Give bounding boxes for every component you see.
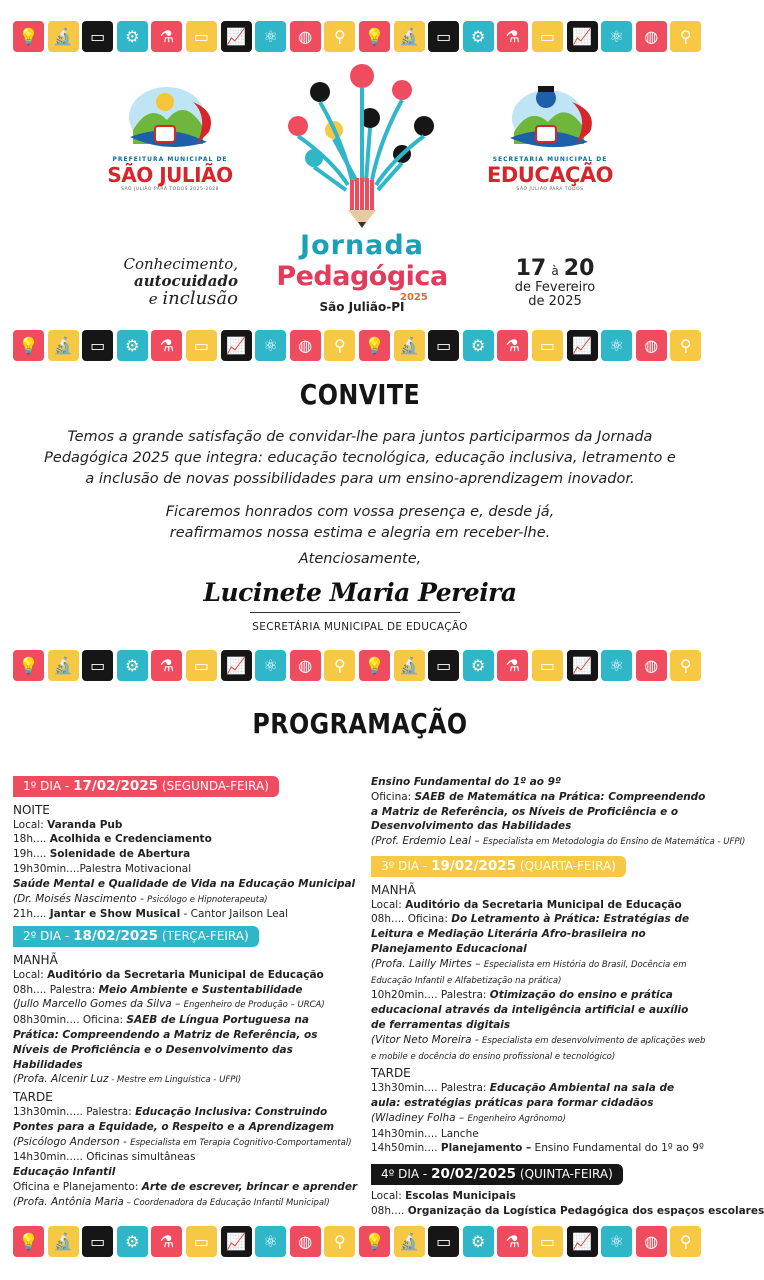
bar-chart-icon: 📈 [221,650,252,681]
prefeitura-label: PREFEITURA MUNICIPAL DE [112,156,228,163]
bar-chart-icon: 📈 [221,330,252,361]
signature: Lucinete Maria Pereira [203,578,517,607]
flask-icon: ⚗ [151,21,182,52]
atom-icon: ⚛ [601,21,632,52]
speaker-name: (Prof. Erdemio Leal – [371,835,483,848]
item-title: Otimização do ensino e prática educacional através da inteligência artificial e auxílio de ferramentas digitais [371,989,689,1031]
atom-icon: ⚛ [601,650,632,681]
globe-icon: ◍ [290,21,321,52]
laptop-icon: ▭ [532,650,563,681]
item-title: SAEB de Língua Portuguesa na Prática: Compreendendo a Matriz de Referência, os Níveis de Proficiência e o Desenvolvimento das Habilidades [13,1014,318,1071]
event-title-line2: Pedagógica [276,261,448,292]
day1-period: NOITE [13,802,50,817]
day3-weekday: (QUARTA-FEIRA) [516,858,616,873]
item-time: 18h.... [13,833,50,846]
day1-local [13,818,348,833]
convite-p2-line2: reafirmamos nossa estima e alegria em receber-lhe. [169,525,551,541]
gear-icon: ⚙ [463,330,494,361]
lightbulb-icon: 💡 [13,21,44,52]
day3-speaker [371,1111,706,1127]
atom-icon: ⚛ [255,650,286,681]
laptop-icon: ▭ [186,650,217,681]
laptop-icon: ▭ [186,330,217,361]
day4-badge [371,1164,623,1185]
gear-icon: ⚙ [117,1226,148,1257]
day3-period-afternoon: TARDE [371,1066,411,1081]
item-title: Organização da Logística Pedagógica dos espaços escolares [407,1204,764,1217]
item-time: 08h.... Palestra: [13,983,99,996]
gear-icon: ⚙ [117,650,148,681]
microscope-icon: 🔬 [394,1226,425,1257]
microscope-icon: 🔬 [48,1226,79,1257]
speaker-name: (Profa. Alcenir Luz [13,1073,109,1086]
convite-title: CONVITE [299,378,421,411]
speaker-title: Especialista em História do Brasil, Docência em Educação Infantil e Alfabetização na prática) [371,959,687,986]
microscope-icon: 🔬 [48,21,79,52]
lightbulb-icon: 💡 [13,1226,44,1257]
prefeitura-title: SÃO JULIÃO [107,163,233,187]
day2-speaker [13,997,348,1013]
convite-closing: Atenciosamente, [298,551,422,567]
item-title: Educação Inclusiva: Construindo Pontes para a Equidade, o Respeito e a Aprendizagem [13,1105,335,1133]
laptop-icon: ▭ [186,21,217,52]
lightbulb-icon: 💡 [359,21,390,52]
day3-item [371,988,706,1032]
lightbulb-icon: 💡 [13,330,44,361]
date-a: à [551,264,559,278]
day1-item: Saúde Mental e Qualidade de Vida na Educação Municipal [13,877,356,890]
speaker-name: (Vitor Neto Moreira - [371,1033,482,1046]
convite-paragraph-1: Temos a grande satisfação de convidar-lhe para juntos participarmos da Jornada Pedagógica 2025 que integra: educação tecnológica, educação inclusiva, letramento e a inclusão de novas possibilidades para um ensino-aprendizagem inovador. [44,429,676,487]
day2-item [13,1180,358,1195]
presentation-board-icon: ▭ [428,650,459,681]
day2-local [13,968,348,983]
laptop-icon: ▭ [186,1226,217,1257]
magnifier-icon: ⚲ [324,1226,355,1257]
schedule-left-column [13,772,358,1211]
speaker-title: Especialista em desenvolvimento de aplicações web e mobile e docência do ensino profissional e tecnológico) [371,1035,706,1062]
bar-chart-icon: 📈 [221,1226,252,1257]
day4-item [371,1204,764,1219]
gear-icon: ⚙ [117,330,148,361]
local-value: Escolas Municipais [405,1189,516,1202]
globe-icon: ◍ [636,21,667,52]
day2-period-afternoon: TARDE [13,1090,53,1105]
day1-number: 1º DIA - [23,779,74,793]
local-label: Local: [13,818,48,831]
atom-icon: ⚛ [601,330,632,361]
globe-icon: ◍ [290,650,321,681]
day2-period-morning: MANHÃ [13,952,58,967]
local-label: Local: [371,1189,406,1202]
day1-item [13,832,348,847]
day2-item [13,983,348,998]
speaker-name: (Wladiney Folha – [371,1111,468,1124]
day2-weekday: (TERÇA-FEIRA) [158,929,249,944]
local-value: Auditório da Secretaria Municipal de Educação [405,898,682,911]
day4-date: 20/02/2025 [431,1166,517,1183]
tagline-line2: autocuidado [134,272,238,290]
bar-chart-icon: 📈 [567,21,598,52]
speaker-name: (Psicólogo Anderson - [13,1135,131,1148]
prefeitura-slogan: SÃO JULIÃO PARA TODOS 2025-2028 [121,187,219,192]
magnifier-icon: ⚲ [670,650,701,681]
day3-item: 14h30min.... Lanche [371,1127,479,1140]
magnifier-icon: ⚲ [324,650,355,681]
globe-icon: ◍ [636,330,667,361]
magnifier-icon: ⚲ [324,21,355,52]
tagline [108,256,238,308]
day2-badge [13,926,259,947]
speaker-title: Engenheiro de Produção – URCA) [183,1000,325,1011]
speaker-title: Engenheiro Agrônomo) [467,1113,566,1124]
day3-speaker [371,1033,706,1065]
event-year: 2025 [400,292,428,303]
speaker-title: - Mestre em Linguística - UFPI) [108,1075,242,1086]
flask-icon: ⚗ [151,650,182,681]
item-time: 08h30min.... Oficina: [13,1014,127,1027]
educacao-slogan: SÃO JULIÃO PARA TODOS [516,187,584,192]
tagline-inclusao: inclusão [162,288,238,309]
date-from: 17 [515,256,547,281]
day3-number: 3º DIA - [381,858,432,873]
day2-item: Ensino Fundamental do 1º ao 9º [371,776,561,788]
day3-item [371,1081,706,1111]
day2-item: 14h30min..... Oficinas simultâneas [13,1151,196,1164]
gear-icon: ⚙ [463,1226,494,1257]
jornada-logo [262,60,462,320]
lightbulb-icon: 💡 [13,650,44,681]
flask-icon: ⚗ [497,650,528,681]
day3-speaker [371,957,706,989]
globe-icon: ◍ [636,1226,667,1257]
day3-item [371,1141,706,1156]
flask-icon: ⚗ [151,330,182,361]
presentation-board-icon: ▭ [428,21,459,52]
microscope-icon: 🔬 [48,650,79,681]
microscope-icon: 🔬 [48,330,79,361]
flask-icon: ⚗ [497,21,528,52]
globe-icon: ◍ [636,650,667,681]
day1-item [13,907,348,922]
atom-icon: ⚛ [255,21,286,52]
magnifier-icon: ⚲ [670,21,701,52]
item-time: 08h.... Oficina: [371,913,452,926]
laptop-icon: ▭ [532,21,563,52]
globe-icon: ◍ [290,1226,321,1257]
tagline-e: e [148,290,163,308]
signature-line [250,612,460,613]
day1-speaker [13,892,348,908]
day2-item [13,1013,348,1072]
item-time: 21h.... [13,908,50,921]
speaker-name: (Profa. Lailly Mirtes – [371,957,484,970]
flask-icon: ⚗ [151,1226,182,1257]
item-title: Jantar e Show Musical [49,908,181,921]
flask-icon: ⚗ [497,1226,528,1257]
magnifier-icon: ⚲ [670,1226,701,1257]
date-year: de 2025 [528,294,582,309]
speaker-title: – Coordenadora da Educação Infantil Municipal) [123,1197,330,1208]
educacao-label: SECRETARIA MUNICIPAL DE [492,156,608,163]
microscope-icon: 🔬 [394,650,425,681]
convite-paragraph-2 [40,502,680,544]
day1-item: 19h30min....Palestra Motivacional [13,862,192,875]
event-title-line1: Jornada [300,230,424,261]
speaker-name: (Dr. Moisés Nascimento - [13,892,148,905]
presentation-board-icon: ▭ [82,650,113,681]
item-time: 13h30min.... Palestra: [371,1082,490,1095]
laptop-icon: ▭ [532,1226,563,1257]
day1-weekday: (SEGUNDA-FEIRA) [158,779,269,793]
tagline-line1: Conhecimento, [123,255,238,273]
icon-strip-header-bottom [13,330,701,361]
day4-weekday: (QUINTA-FEIRA) [516,1167,613,1182]
prefeitura-logo [105,82,235,192]
day1-item [13,847,348,862]
day2-date: 18/02/2025 [73,928,159,945]
bar-chart-icon: 📈 [567,1226,598,1257]
item-title: Acolhida e Credenciamento [49,833,212,846]
tagline-line3 [108,290,238,308]
convite-p2-line1: Ficaremos honrados com vossa presença e, desde já, [165,504,555,520]
item-time: 14h50min.... [371,1142,441,1155]
icon-strip-middle [13,650,701,681]
day2-speaker [371,834,746,850]
day3-period-morning: MANHÃ [371,882,416,897]
local-value: Auditório da Secretaria Municipal de Educação [47,968,324,981]
day2-item [13,1105,348,1135]
magnifier-icon: ⚲ [324,330,355,361]
local-value: Varanda Pub [47,818,123,831]
microscope-icon: 🔬 [394,330,425,361]
presentation-board-icon: ▭ [82,21,113,52]
item-time: 10h20min.... Palestra: [371,989,490,1002]
schedule-right-column [371,775,764,1219]
item-time: 08h.... [371,1204,408,1217]
day3-local [371,898,706,913]
globe-icon: ◍ [290,330,321,361]
item-title: Arte de escrever, brincar e aprender [141,1180,358,1193]
gear-icon: ⚙ [463,650,494,681]
gear-icon: ⚙ [463,21,494,52]
day3-badge [371,856,626,877]
day4-number: 4º DIA - [381,1167,432,1182]
item-time: Oficina: [371,790,415,803]
day2-number: 2º DIA - [23,929,74,944]
microscope-icon: 🔬 [394,21,425,52]
date-month: de Fevereiro [514,280,596,295]
event-dates [500,256,610,309]
local-label: Local: [13,968,48,981]
flask-icon: ⚗ [497,330,528,361]
item-detail: Ensino Fundamental do 1º ao 9º [531,1142,704,1155]
date-to: 20 [563,256,595,281]
item-title: Do Letramento à Prática: Estratégias de Leitura e Mediação Literária Afro-brasileira no Planejamento Educacional [371,913,690,955]
lightbulb-icon: 💡 [359,1226,390,1257]
item-time: Oficina e Planejamento: [13,1180,142,1193]
day1-date: 17/02/2025 [73,778,159,794]
local-label: Local: [371,898,406,911]
atom-icon: ⚛ [601,1226,632,1257]
magnifier-icon: ⚲ [670,330,701,361]
event-place: São Julião-PI [319,300,405,314]
item-time: 13h30min..... Palestra: [13,1105,136,1118]
speaker-name: (Jullo Marcello Gomes da Silva – [13,998,184,1011]
day2-speaker [13,1135,352,1151]
item-title: SAEB de Matemática na Prática: Compreendendo a Matriz de Referência, os Níveis de Proficiência e o Desenvolvimento das Habilidades [371,790,706,833]
programacao-title: PROGRAMAÇÃO [252,707,468,740]
item-title: Planejamento – [440,1142,532,1155]
item-detail: - Cantor Jailson Leal [180,908,289,921]
speaker-title: Especialista em Terapia Cognitivo-Comportamental) [130,1137,352,1148]
icon-strip-bottom [13,1226,701,1257]
bar-chart-icon: 📈 [567,330,598,361]
prefeitura-emblem-icon [105,82,235,152]
educacao-logo [480,82,620,192]
speaker-name: (Profa. Antônia Maria [13,1195,124,1208]
presentation-board-icon: ▭ [82,1226,113,1257]
item-title: Educação Ambiental na sala de aula: estratégias práticas para formar cidadãos [371,1082,675,1109]
speaker-title: Especialista em Metodologia do Ensino de Matemática - UFPI) [482,837,746,848]
atom-icon: ⚛ [255,1226,286,1257]
item-title: Solenidade de Abertura [49,848,191,861]
day2-item: Educação Infantil [13,1166,116,1179]
atom-icon: ⚛ [255,330,286,361]
signature-role: SECRETÁRIA MUNICIPAL DE EDUCAÇÃO [252,621,468,633]
presentation-board-icon: ▭ [82,330,113,361]
day3-item [371,912,706,956]
icon-strip-top [13,21,701,52]
pencil-tree-icon [262,60,462,230]
header [0,60,720,320]
educacao-emblem-icon [480,82,620,152]
day2-speaker [13,1072,348,1088]
lightbulb-icon: 💡 [359,650,390,681]
day3-date: 19/02/2025 [431,857,517,874]
day2-item [371,790,706,834]
presentation-board-icon: ▭ [428,330,459,361]
day2-speaker [13,1195,348,1211]
item-time: 19h.... [13,848,50,861]
speaker-title: Psicólogo e Hipnoterapeuta) [147,894,268,905]
laptop-icon: ▭ [532,330,563,361]
lightbulb-icon: 💡 [359,330,390,361]
item-title: Meio Ambiente e Sustentabilidade [98,983,303,996]
day1-badge [13,776,279,797]
educacao-title: EDUCAÇÃO [486,163,613,187]
day4-local [371,1189,706,1204]
gear-icon: ⚙ [117,21,148,52]
presentation-board-icon: ▭ [428,1226,459,1257]
bar-chart-icon: 📈 [567,650,598,681]
bar-chart-icon: 📈 [221,21,252,52]
